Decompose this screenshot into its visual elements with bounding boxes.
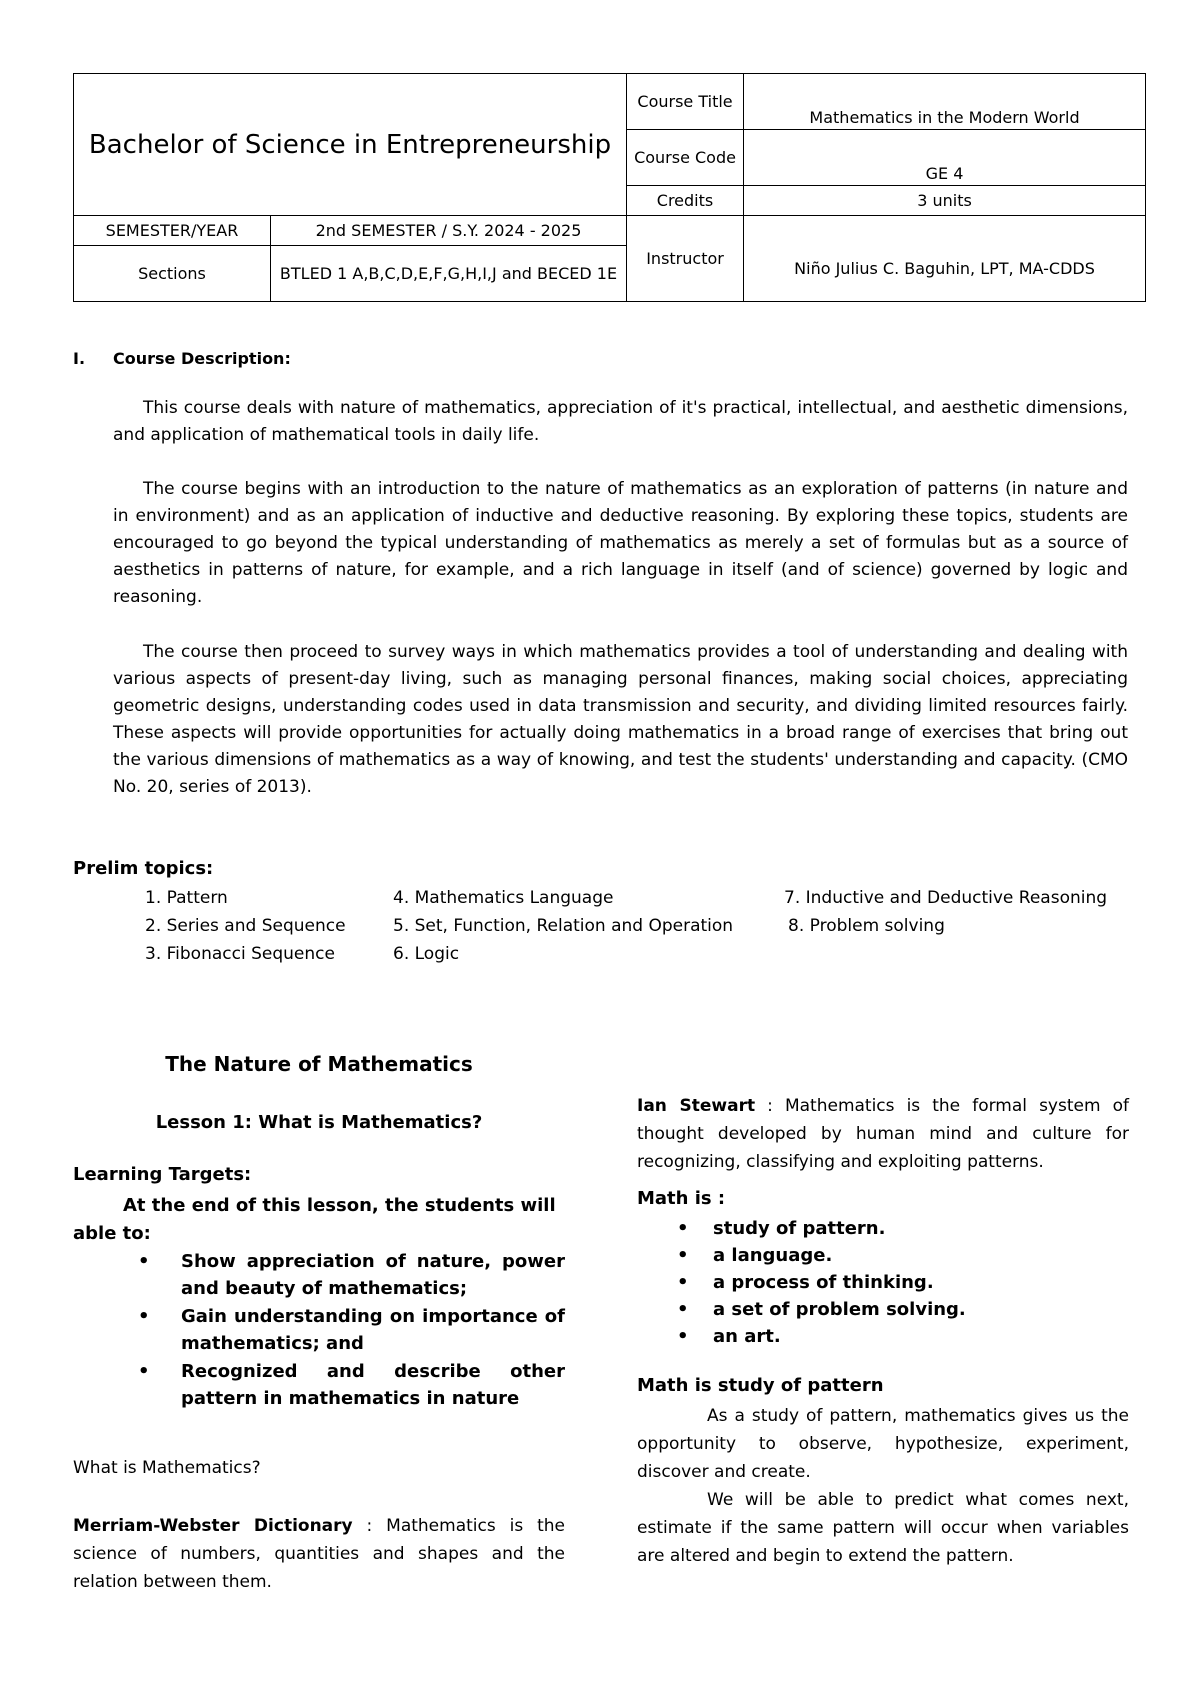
learning-targets-list: [138, 1248, 565, 1413]
sections-label: Sections: [74, 246, 271, 302]
merriam-webster-definition: Merriam-Webster Dictionary : Mathematics is the science of numbers, quantities and shapes and the relation between them.: [73, 1516, 565, 1592]
learning-target-item: • Gain understanding on importance of mathematics; and: [138, 1303, 565, 1357]
course-description-heading: [73, 349, 291, 368]
topic-item: 5. Set, Function, Relation and Operation: [393, 916, 734, 936]
degree-title: Bachelor of Science in Entrepreneurship: [74, 74, 627, 216]
instructor-label: Instructor: [627, 216, 744, 302]
bullet-icon: •: [138, 1251, 150, 1272]
semester-value: 2nd SEMESTER / S.Y. 2024 - 2025: [271, 216, 627, 246]
topic-item: 4. Mathematics Language: [393, 888, 614, 908]
study-of-pattern-paragraph-1: As a study of pattern, mathematics gives us the opportunity to observe, hypothesize, experiment, discover and create.: [637, 1406, 1129, 1482]
math-is-item: • a language.: [677, 1242, 966, 1269]
bullet-icon: •: [138, 1361, 150, 1382]
semester-label: SEMESTER/YEAR: [74, 216, 271, 246]
math-is-list: [677, 1215, 966, 1350]
bullet-icon: •: [677, 1245, 689, 1266]
credits-label: Credits: [627, 186, 744, 216]
bullet-icon: •: [138, 1306, 150, 1327]
topic-item: 6. Logic: [393, 944, 460, 964]
lesson-subtitle: Lesson 1: What is Mathematics?: [155, 1112, 483, 1133]
course-code-label: Course Code: [627, 130, 744, 186]
topic-item: 8. Problem solving: [788, 916, 945, 936]
prelim-topics-col-3: [784, 884, 1107, 940]
math-is-label: Math is :: [637, 1188, 726, 1209]
description-paragraph-1: This course deals with nature of mathematics, appreciation of it's practical, intellectual, and aesthetic dimensions, and application of mathematical tools in daily life.: [113, 398, 1128, 445]
sections-value: BTLED 1 A,B,C,D,E,F,G,H,I,J and BECED 1E: [271, 246, 627, 302]
lesson-title: The Nature of Mathematics: [165, 1052, 473, 1076]
math-is-item: • a process of thinking.: [677, 1269, 966, 1296]
prelim-topics-col-1: [145, 884, 346, 968]
math-is-item: • a set of problem solving.: [677, 1296, 966, 1323]
bullet-icon: •: [677, 1326, 689, 1347]
definition-source: Ian Stewart: [637, 1096, 756, 1116]
instructor-value: Niño Julius C. Baguhin, LPT, MA-CDDS: [744, 216, 1146, 302]
prelim-topics-title: Prelim topics:: [73, 858, 214, 879]
math-is-item: • study of pattern.: [677, 1215, 966, 1242]
math-study-of-pattern-heading: Math is study of pattern: [637, 1375, 884, 1396]
course-header-table: [73, 73, 1146, 302]
course-code-value: GE 4: [744, 130, 1146, 186]
learning-target-item: • Show appreciation of nature, power and beauty of mathematics;: [138, 1248, 565, 1302]
bullet-icon: •: [677, 1218, 689, 1239]
topic-item: 2. Series and Sequence: [145, 916, 346, 936]
learning-targets-label: Learning Targets:: [73, 1164, 252, 1185]
section-number: I.: [73, 349, 86, 368]
what-is-mathematics-question: What is Mathematics?: [73, 1458, 261, 1478]
math-is-item: • an art.: [677, 1323, 966, 1350]
course-title-value: Mathematics in the Modern World: [744, 74, 1146, 130]
topic-item: 7. Inductive and Deductive Reasoning: [784, 888, 1108, 908]
topic-item: 1. Pattern: [145, 888, 228, 908]
learning-targets-intro: At the end of this lesson, the students will able to:: [73, 1195, 556, 1244]
bullet-icon: •: [677, 1299, 689, 1320]
topic-item: 3. Fibonacci Sequence: [145, 944, 335, 964]
section-title: Course Description:: [113, 349, 291, 368]
description-paragraph-3: The course then proceed to survey ways in which mathematics provides a tool of understanding and dealing with various aspects of present-day living, such as managing personal finances, making social choices, appreciating geometric designs, understanding codes used in data transmission and security, and dividing limited resources fairly. These aspects will provide opportunities for actually doing mathematics in a broad range of exercises that bring out the various dimensions of mathematics as a way of knowing, and test the students' understanding and capacity. (CMO No. 20, series of 2013).: [113, 642, 1128, 797]
definition-source: Merriam-Webster Dictionary: [73, 1516, 353, 1536]
learning-target-item: • Recognized and describe other pattern in mathematics in nature: [138, 1358, 565, 1412]
prelim-topics-col-2: [393, 884, 733, 968]
credits-value: 3 units: [744, 186, 1146, 216]
course-title-label: Course Title: [627, 74, 744, 130]
study-of-pattern-paragraph-2: We will be able to predict what comes next, estimate if the same pattern will occur when variables are altered and begin to extend the pattern.: [637, 1490, 1129, 1566]
description-paragraph-2: The course begins with an introduction to the nature of mathematics as an exploration of patterns (in nature and in environment) and as an application of inductive and deductive reasoning. By exploring these topics, students are encouraged to go beyond the typical understanding of mathematics as merely a set of formulas but as a source of aesthetics in patterns of nature, for example, and a rich language in itself (and of science) governed by logic and reasoning.: [113, 479, 1128, 607]
bullet-icon: •: [677, 1272, 689, 1293]
ian-stewart-definition: Ian Stewart : Mathematics is the formal system of thought developed by human mind and culture for recognizing, classifying and exploiting patterns.: [637, 1096, 1129, 1172]
